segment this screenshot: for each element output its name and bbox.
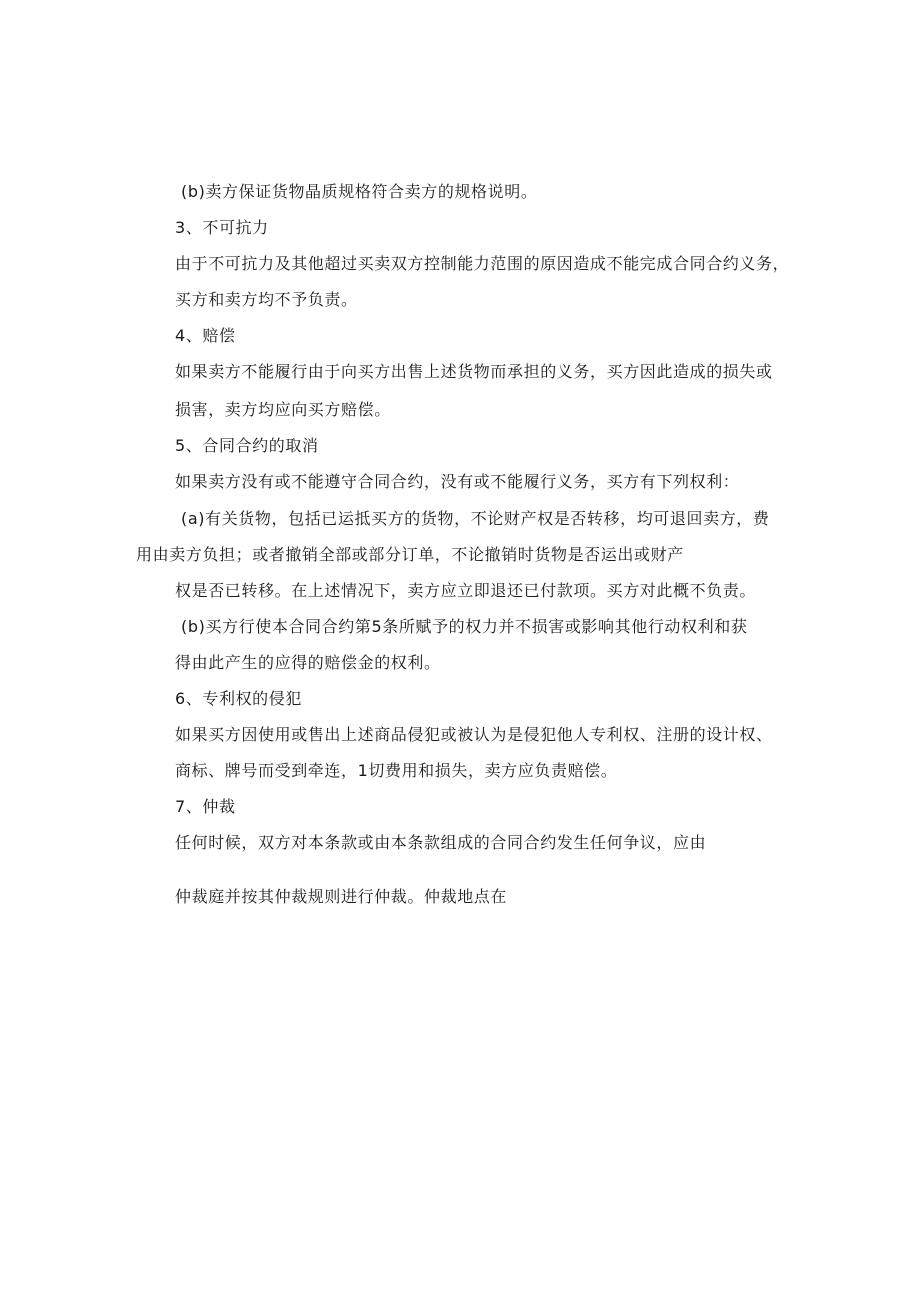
paragraph-line: 得由此产生的应得的赔偿金的权利。: [175, 653, 441, 672]
section-heading-patent: 6、专利权的侵犯: [175, 689, 302, 708]
clause-2b-text: (b)卖方保证货物晶质规格符合卖方的规格说明。: [181, 182, 538, 201]
section-heading-cancellation: 5、合同合约的取消: [175, 436, 319, 455]
paragraph-line: 由于不可抗力及其他超过买卖双方控制能力范围的原因造成不能完成合同合约义务，: [175, 254, 790, 273]
paragraph-line: 商标、牌号而受到牵连，1切费用和损失，卖方应负责赔偿。: [175, 761, 618, 780]
paragraph-line: 损害，卖方均应向买方赔偿。: [175, 400, 391, 419]
paragraph-line: 如果卖方不能履行由于向买方出售上述货物而承担的义务，买方因此造成的损失或: [175, 362, 773, 381]
paragraph-line: 权是否已转移。在上述情况下，卖方应立即退还已付款项。买方对此概不负责。: [175, 581, 757, 600]
paragraph-line: 任何时候，双方对本条款或由本条款组成的合同合约发生任何争议，应由: [175, 833, 707, 852]
clause-5b-text: (b)买方行使本合同合约第5条所赋予的权力并不损害或影响其他行动权利和获: [181, 617, 748, 636]
section-heading-arbitration: 7、仲裁: [175, 797, 236, 816]
paragraph-line: 用由卖方负担；或者撤销全部或部分订单，不论撤销时货物是否运出或财产: [136, 545, 684, 564]
section-heading-compensation: 4、赔偿: [175, 326, 236, 345]
paragraph-line: 如果卖方没有或不能遵守合同合约，没有或不能履行义务，买方有下列权利：: [175, 472, 740, 491]
paragraph-line: 买方和卖方均不予负责。: [175, 290, 358, 309]
paragraph-line: 仲裁庭并按其仲裁规则进行仲裁。仲裁地点在: [175, 887, 508, 906]
paragraph-line: 如果买方因使用或售出上述商品侵犯或被认为是侵犯他人专利权、注册的设计权、: [175, 725, 773, 744]
clause-5a-text: (a)有关货物，包括已运抵买方的货物，不论财产权是否转移，均可退回卖方，费: [181, 509, 770, 528]
section-heading-force-majeure: 3、不可抗力: [175, 218, 269, 237]
